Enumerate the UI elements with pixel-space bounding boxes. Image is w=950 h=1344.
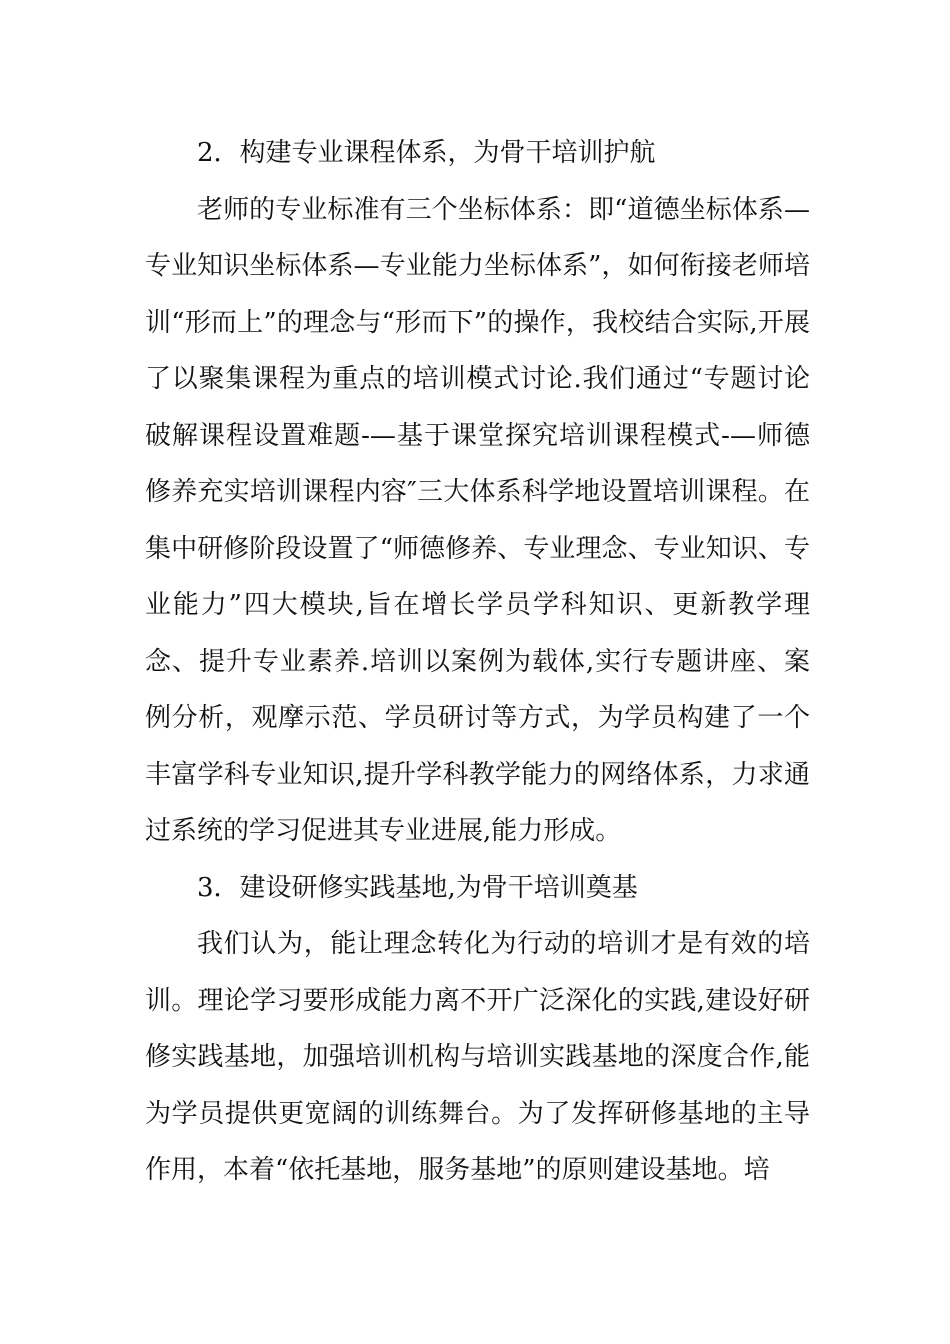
paragraph-1: 老师的专业标准有三个坐标体系：即“道德坐标体系—专业知识坐标体系—专业能力坐标体系”，如何衔接老师培训“形而上”的理念与“形而下”的操作，我校结合实际,开展了以聚集课程为重点的培训模式讨论.我们通过“专题讨论破解课程设置难题-—基于课堂探究培训课程模式-—师德修养充实培训课程内容″三大体系科学地设置培训课程。在集中研修阶段设置了“师德修养、专业理念、专业知识、专业能力”四大模块,旨在增长学员学科知识、更新教学理念、提升专业素养.培训以案例为载体,实行专题讲座、案例分析，观摩示范、学员研讨等方式，为学员构建了一个丰富学科专业知识,提升学科教学能力的网络体系，力求通过系统的学习促进其专业进展,能力形成。 bbox=[145, 194, 810, 846]
section-heading-2: 2．构建专业课程体系，为骨干培训护航 bbox=[197, 138, 656, 168]
document-body bbox=[145, 125, 810, 1199]
paragraph-2: 我们认为，能让理念转化为行动的培训才是有效的培训。理论学习要形成能力离不开广泛深化的实践,建设好研修实践基地，加强培训机构与培训实践基地的深度合作,能为学员提供更宽阔的训练舞台。为了发挥研修基地的主导作用，本着“依托基地，服务基地”的原则建设基地。培 bbox=[145, 929, 810, 1185]
section-heading-3: 3．建设研修实践基地,为骨干培训奠基 bbox=[197, 872, 638, 903]
